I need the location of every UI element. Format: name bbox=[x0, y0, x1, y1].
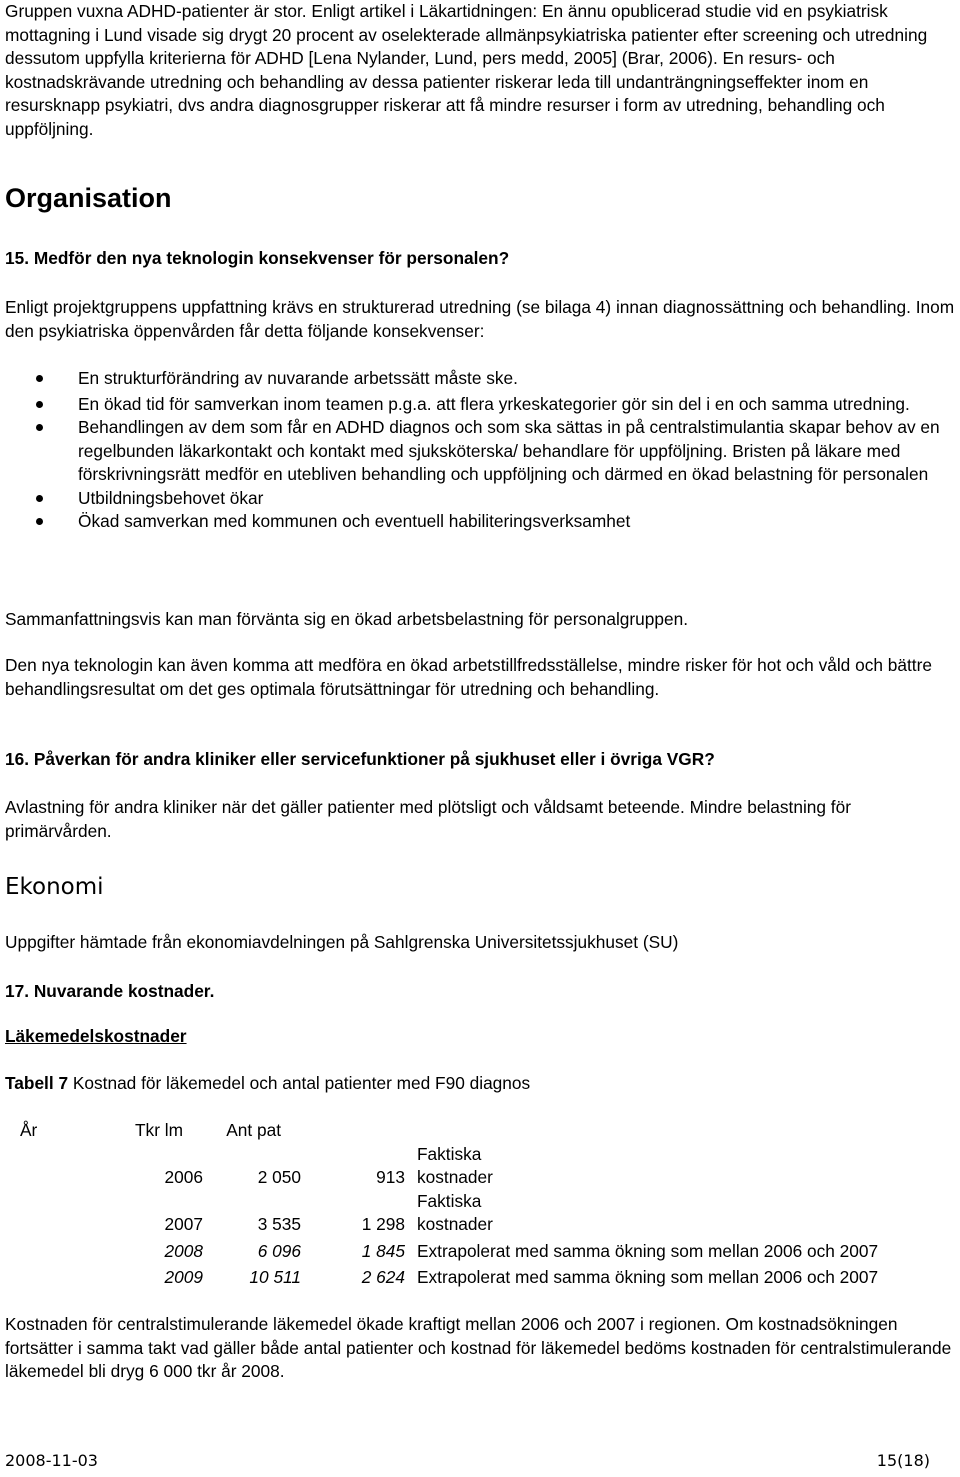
q16-answer-paragraph: Avlastning för andra kliniker när det gäller patienter med plötsligt och våldsamt beteende. Mindre belastning för primärvården. bbox=[5, 797, 851, 841]
table-row bbox=[5, 1190, 878, 1214]
table-cell bbox=[5, 1213, 108, 1237]
list-item: Behandlingen av dem som får en ADHD diagnos och som ska sättas in på centralstimulantia skapar behov av en regelbunden läkarkontakt och kontakt med sjuksköterska/ behandlare för uppföljning. Bristen på läkare med förskrivningsrätt medför en utebliven behandling och uppföljning och därmed en ökad belastning för personalen bbox=[5, 416, 955, 487]
table-cell bbox=[5, 1190, 108, 1214]
table-cell bbox=[108, 1190, 203, 1214]
table-cell-pat: 2 624 bbox=[361, 1267, 405, 1287]
table-cell-tkr: 10 511 bbox=[249, 1267, 301, 1287]
consequence-list bbox=[5, 367, 955, 534]
table-cell: kostnader bbox=[417, 1167, 493, 1187]
table-cell-tkr: 2 050 bbox=[257, 1167, 301, 1187]
table-header-cell bbox=[108, 1119, 203, 1143]
table-cell bbox=[301, 1190, 405, 1214]
table-caption-text: Kostnad för läkemedel och antal patienter med F90 diagnos bbox=[68, 1073, 531, 1093]
table-header-cell-text: Ant pat bbox=[226, 1120, 281, 1140]
footer-page-number: 15(18) bbox=[876, 1451, 930, 1470]
new-tech-paragraph: Den nya teknologin kan även komma att medföra en ökad arbetstillfredsställelse, mindre risker för hot och våld och bättre behandlingsresultat om det ges optimala förutsättningar för utredning och behandling. bbox=[5, 655, 932, 699]
table-caption-label: Tabell 7 bbox=[5, 1073, 69, 1093]
table-cell bbox=[203, 1190, 301, 1214]
table-cell-tkr: 6 096 bbox=[257, 1240, 301, 1261]
cost-table bbox=[5, 1119, 878, 1290]
table-row bbox=[5, 1143, 878, 1167]
footer-date: 2008-11-03 bbox=[5, 1451, 98, 1470]
table-header-cell bbox=[405, 1119, 878, 1143]
table-caption bbox=[5, 1072, 955, 1096]
table-header-row bbox=[5, 1119, 878, 1143]
list-item: Utbildningsbehovet ökar bbox=[5, 487, 955, 511]
list-item: Ökad samverkan med kommunen och eventuell habiliteringsverksamhet bbox=[5, 510, 955, 534]
table-cell: Extrapolerat med samma ökning som mellan 2006 och 2007 bbox=[417, 1267, 879, 1287]
table-cell bbox=[5, 1166, 108, 1190]
q15-intro-paragraph: Enligt projektgruppens uppfattning krävs en strukturerad utredning (se bilaga 4) innan diagnossättning och behandling. Inom den psykiatriska öppenvården får detta följande konsekvenser: bbox=[5, 297, 955, 341]
table-cell bbox=[301, 1143, 405, 1167]
table-header-cell bbox=[203, 1119, 301, 1143]
question-15: 15. Medför den nya teknologin konsekvenser för personalen? bbox=[5, 248, 510, 268]
table-cell bbox=[5, 1143, 108, 1167]
heading-ekonomi: Ekonomi bbox=[5, 874, 104, 900]
table-cell-tkr: 3 535 bbox=[257, 1214, 301, 1234]
table-cell bbox=[5, 1237, 108, 1264]
table-cell-pat: 913 bbox=[376, 1167, 405, 1187]
table-row bbox=[5, 1213, 878, 1237]
source-paragraph: Uppgifter hämtade från ekonomiavdelningen på Sahlgrenska Universitetssjukhuset (SU) bbox=[5, 932, 679, 952]
table-header-cell: År bbox=[20, 1120, 38, 1140]
heading-organisation: Organisation bbox=[5, 183, 172, 213]
table-cell-year: 2007 bbox=[164, 1214, 203, 1234]
table-cell bbox=[108, 1143, 203, 1167]
question-16: 16. Påverkan för andra kliniker eller servicefunktioner på sjukhuset eller i övriga VGR? bbox=[5, 749, 715, 769]
closing-paragraph: Kostnaden för centralstimulerande läkemedel ökade kraftigt mellan 2006 och 2007 i regionen. Om kostnadsökningen fortsätter i samma takt vad gäller både antal patienter och kostnad för läkemedel bedöms kostnaden för centralstimulerande läkemedel bli dryg 6 000 tkr år 2008. bbox=[5, 1314, 952, 1381]
table-cell: Extrapolerat med samma ökning som mellan 2006 och 2007 bbox=[417, 1240, 879, 1261]
question-17: 17. Nuvarande kostnader. bbox=[5, 981, 215, 1001]
table-cell: Faktiska bbox=[417, 1190, 482, 1211]
table-cell bbox=[5, 1263, 108, 1290]
table-cell: Faktiska bbox=[417, 1143, 482, 1164]
list-item: En strukturförändring av nuvarande arbetssätt måste ske. bbox=[5, 367, 955, 391]
table-cell-year: 2006 bbox=[164, 1167, 203, 1187]
table-cell-pat: 1 298 bbox=[361, 1214, 405, 1234]
intro-paragraph: Gruppen vuxna ADHD-patienter är stor. Enligt artikel i Läkartidningen: En ännu opublicerad studie vid en psykiatrisk mottagning i Lund visade sig drygt 20 procent av oselekterade allmänpsykiatriska patienter efter screening och utredning dessutom uppfylla kriterierna för ADHD [Lena Nylander, Lund, pers medd, 2005] (Brar, 2006). En resurs- och kostnadskrävande utredning och behandling av dessa patienter riskerar leda till undanträngningseffekter inom en resursknapp psykiatri, dvs andra diagnosgrupper riskerar att få mindre resurser i form av utredning, behandling och uppföljning. bbox=[5, 1, 928, 139]
table-cell-year: 2008 bbox=[164, 1240, 203, 1261]
subheading-lakemedel bbox=[5, 1025, 955, 1049]
table-row bbox=[5, 1263, 878, 1290]
table-header-cell bbox=[301, 1119, 405, 1143]
list-item: En ökad tid för samverkan inom teamen p.g.a. att flera yrkeskategorier gör sin del i en och samma utredning. bbox=[5, 393, 955, 417]
subheading-lakemedel-text: Läkemedelskostnader bbox=[5, 1026, 187, 1046]
summary-paragraph: Sammanfattningsvis kan man förvänta sig en ökad arbetsbelastning för personalgruppen. bbox=[5, 609, 689, 629]
table-row bbox=[5, 1166, 878, 1190]
table-cell: kostnader bbox=[417, 1214, 493, 1234]
table-cell-pat: 1 845 bbox=[361, 1240, 405, 1261]
table-row bbox=[5, 1237, 878, 1264]
table-header-cell-text: Tkr lm bbox=[135, 1120, 183, 1140]
table-cell-year: 2009 bbox=[164, 1267, 203, 1287]
table-cell bbox=[203, 1143, 301, 1167]
